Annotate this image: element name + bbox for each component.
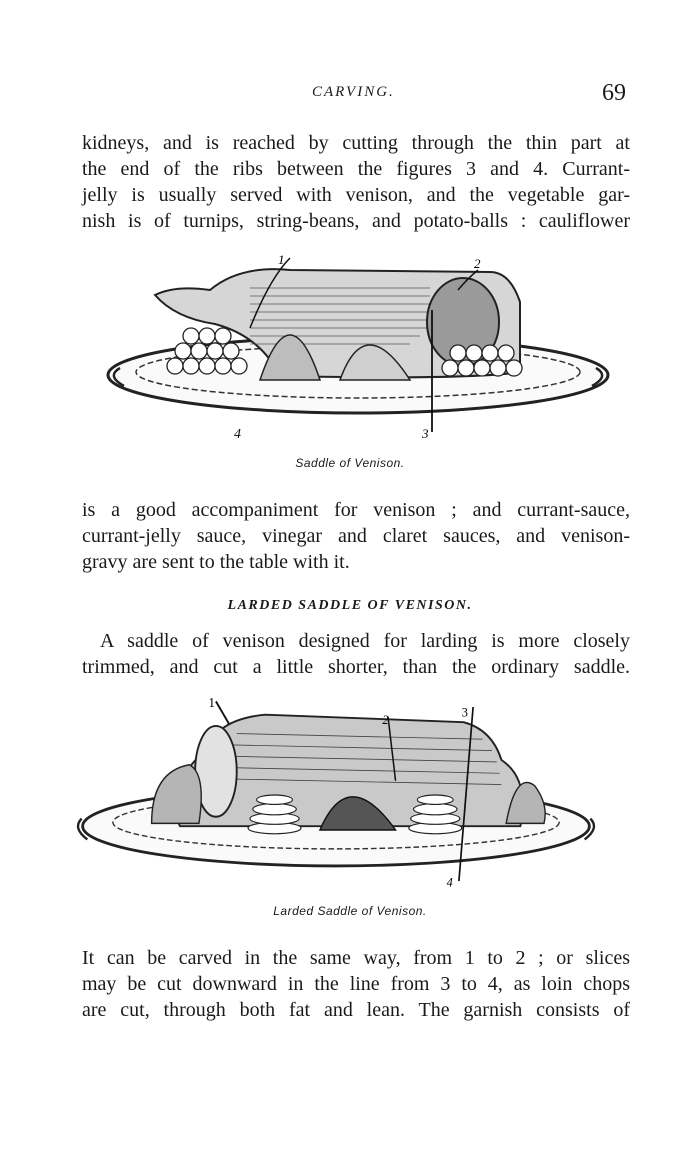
potato-balls-left <box>167 328 247 374</box>
larded-saddle-illustration <box>76 690 596 900</box>
figure-1-caption: Saddle of Venison. <box>295 456 405 470</box>
fig1-label-4: 4 <box>234 427 241 442</box>
fig2-label-3: 3 <box>461 705 468 720</box>
section-title: LARDED SADDLE OF VENISON. <box>227 598 473 613</box>
fig1-label-2: 2 <box>474 256 481 271</box>
running-title: CARVING. <box>312 84 395 100</box>
text-line: It can be carved in the same way, from 1 to 2 ; or slices <box>82 947 630 969</box>
text-line: jelly is usually served with venison, and the vegetable gar- <box>82 184 630 206</box>
fig1-label-3: 3 <box>422 426 429 441</box>
text-line: may be cut downward in the line from 3 to 4, as loin chops <box>82 973 630 995</box>
text-line: the end of the ribs between the figures 3 and 4. Currant- <box>82 158 630 180</box>
page-number: 69 <box>602 80 626 106</box>
fig2-label-4: 4 <box>446 875 453 890</box>
figure-2-caption: Larded Saddle of Venison. <box>273 904 427 918</box>
fig2-label-2: 2 <box>382 713 389 728</box>
fig1-label-1: 1 <box>278 252 285 267</box>
saddle-of-venison-illustration <box>100 250 620 450</box>
garnish-mound-left <box>152 765 202 824</box>
text-line: kidneys, and is reached by cutting through the thin part at <box>82 132 630 154</box>
text-line: is a good accompaniment for venison ; and currant-sauce, <box>82 499 630 521</box>
paragraph-2 <box>82 497 630 575</box>
paragraph-1 <box>82 130 630 234</box>
text-line: trimmed, and cut a little shorter, than the ordinary saddle. <box>82 656 630 678</box>
text-line: nish is of turnips, string-beans, and potato-balls : cauliflower <box>82 210 630 232</box>
running-head <box>0 80 700 110</box>
text-line: currant-jelly sauce, vinegar and claret sauces, and venison- <box>82 525 630 547</box>
text-line: are cut, through both fat and lean. The garnish consists of <box>82 999 630 1021</box>
carving-line-1 <box>216 701 229 724</box>
fig2-label-1: 1 <box>208 695 215 711</box>
text-line: gravy are sent to the table with it. <box>82 551 350 573</box>
paragraph-3 <box>82 628 630 680</box>
paragraph-4 <box>82 945 630 1023</box>
text-line: A saddle of venison designed for larding is more closely <box>100 630 630 652</box>
